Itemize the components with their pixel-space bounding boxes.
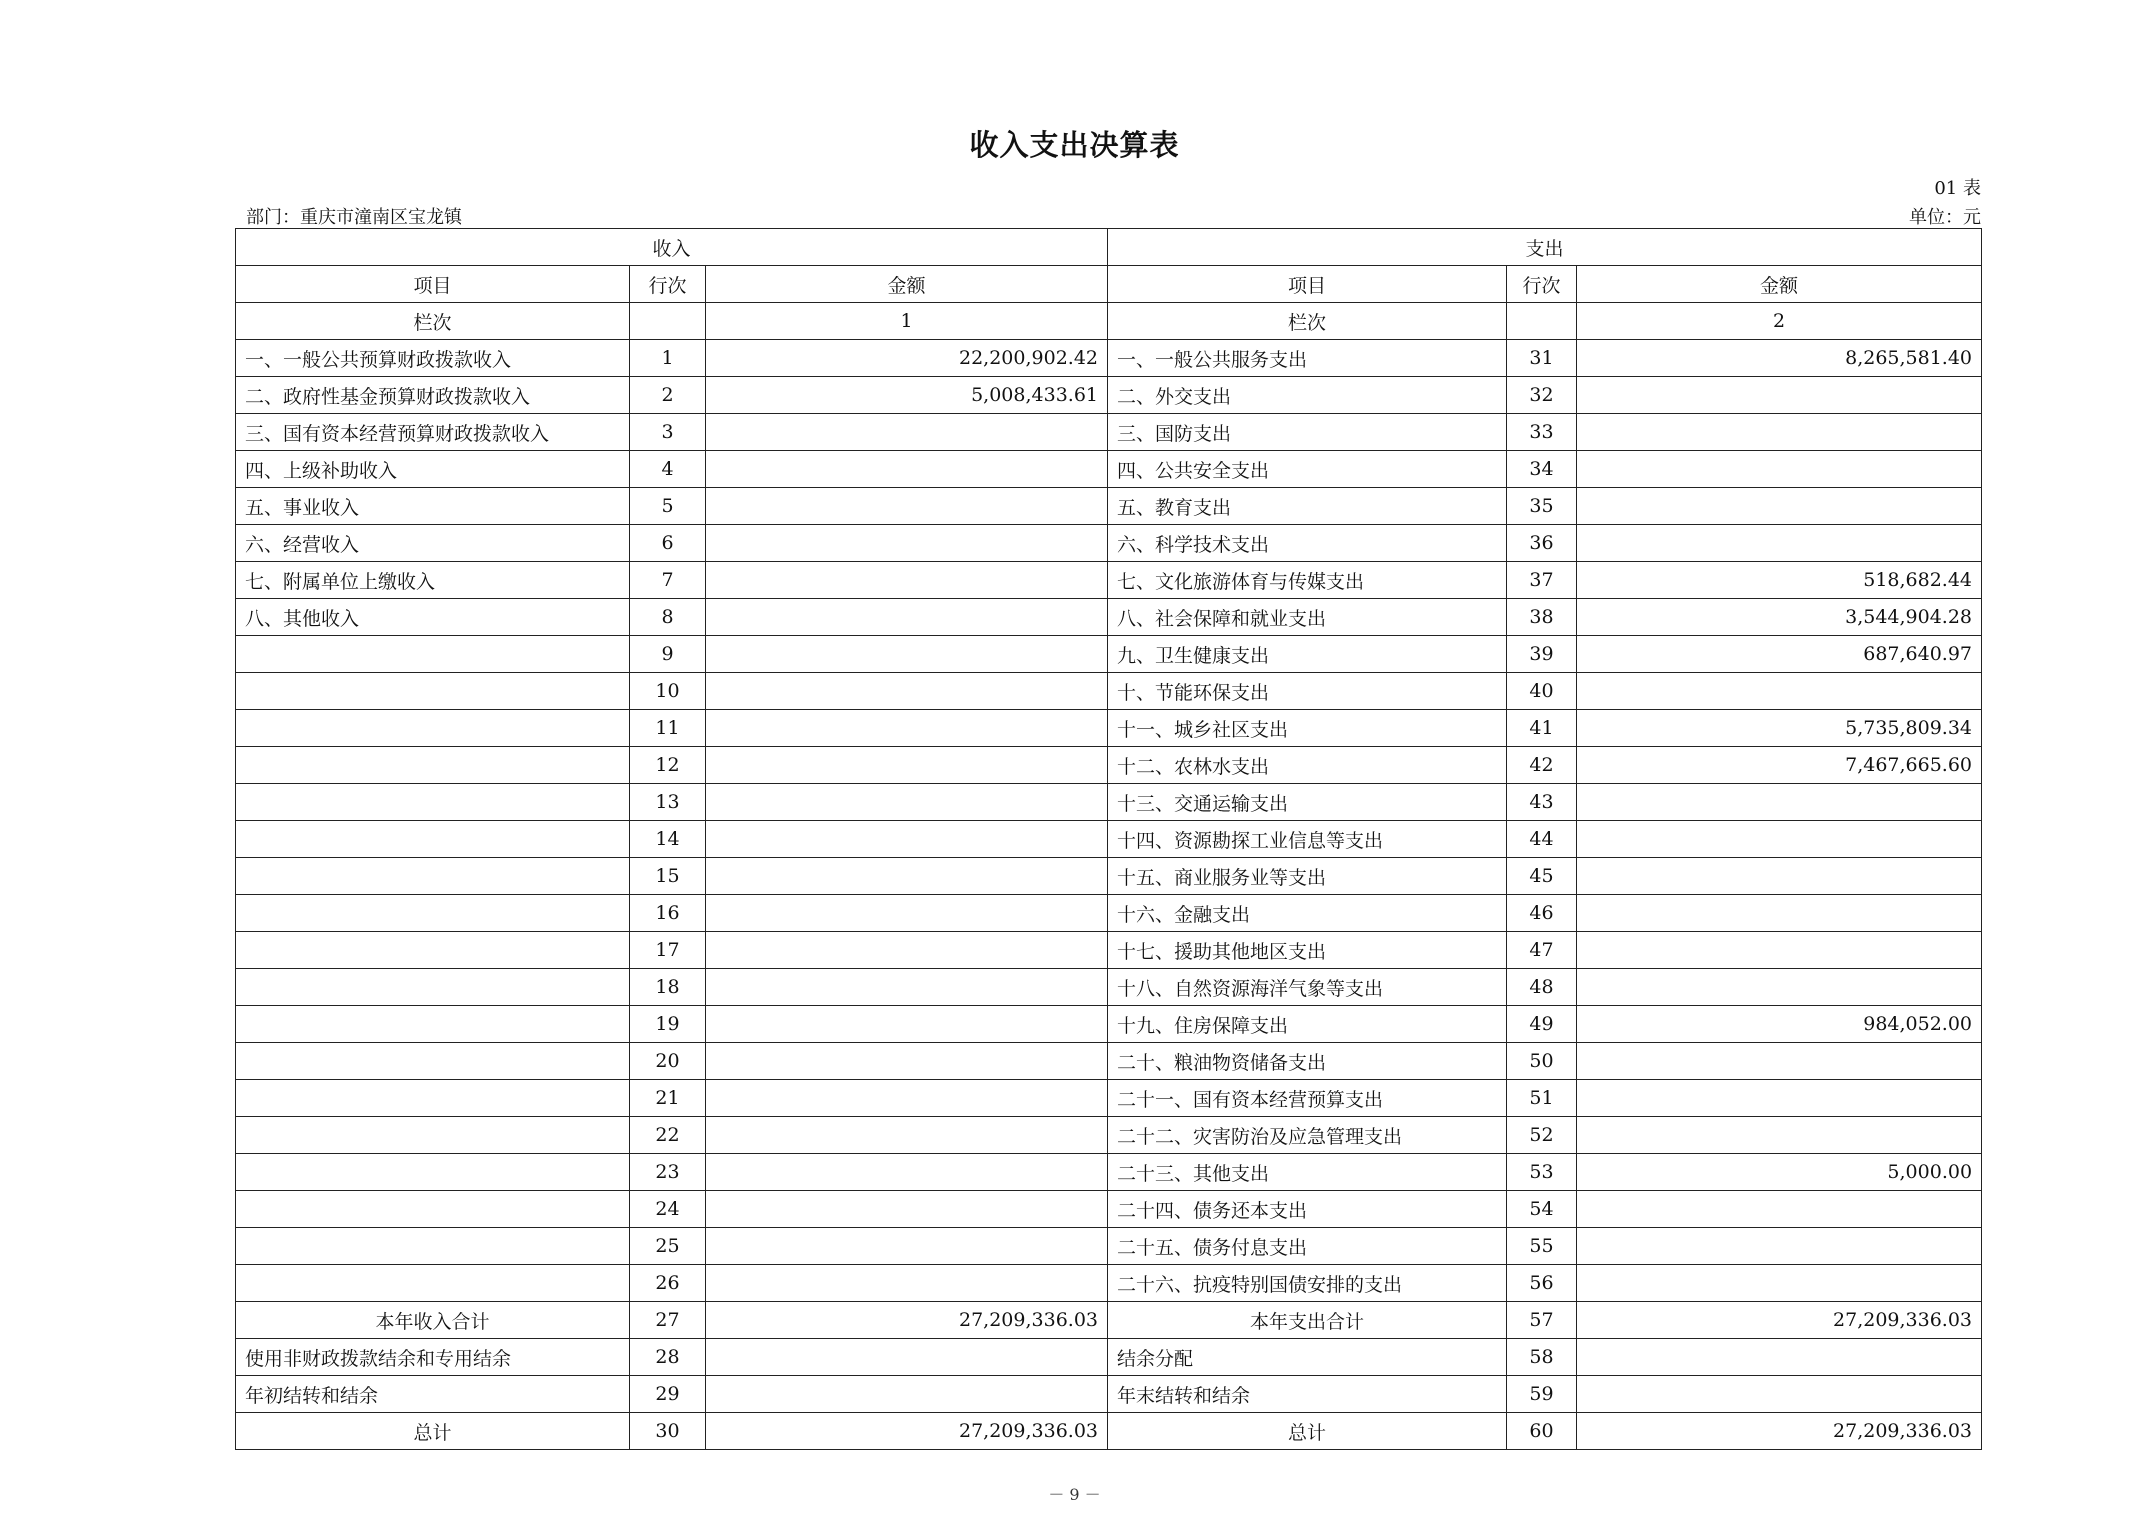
income-line-cell: 9 — [630, 636, 706, 673]
income-line-cell: 14 — [630, 821, 706, 858]
expense-line-cell: 39 — [1507, 636, 1577, 673]
expense-column-blank — [1507, 303, 1577, 340]
income-line-cell: 5 — [630, 488, 706, 525]
income-amount-cell: 27,209,336.03 — [706, 1302, 1108, 1339]
income-item-cell — [236, 1228, 630, 1265]
column-header-row — [236, 266, 1982, 303]
table-row — [236, 969, 1982, 1006]
table-row — [236, 747, 1982, 784]
expense-item-cell: 九、卫生健康支出 — [1108, 636, 1507, 673]
income-amount-cell: 22,200,902.42 — [706, 340, 1108, 377]
income-item-cell — [236, 858, 630, 895]
income-line-cell: 19 — [630, 1006, 706, 1043]
expense-item-cell: 二十六、抗疫特别国债安排的支出 — [1108, 1265, 1507, 1302]
income-column-index: 1 — [706, 303, 1108, 340]
table-row — [236, 340, 1982, 377]
expense-line-cell: 53 — [1507, 1154, 1577, 1191]
income-line-cell: 27 — [630, 1302, 706, 1339]
table-row — [236, 673, 1982, 710]
income-line-cell: 17 — [630, 932, 706, 969]
expense-item-cell: 结余分配 — [1108, 1339, 1507, 1376]
expense-line-cell: 49 — [1507, 1006, 1577, 1043]
income-item-cell — [236, 821, 630, 858]
expense-line-cell: 52 — [1507, 1117, 1577, 1154]
income-amount-cell — [706, 1265, 1108, 1302]
expense-amount-cell: 8,265,581.40 — [1577, 340, 1982, 377]
expense-line-cell: 47 — [1507, 932, 1577, 969]
income-amount-cell — [706, 673, 1108, 710]
income-amount-cell — [706, 414, 1108, 451]
income-item-cell: 八、其他收入 — [236, 599, 630, 636]
expense-line-cell: 58 — [1507, 1339, 1577, 1376]
department-label: 部门：重庆市潼南区宝龙镇 — [246, 207, 462, 228]
expense-amount-cell — [1577, 451, 1982, 488]
income-amount-cell — [706, 1228, 1108, 1265]
income-line-cell: 10 — [630, 673, 706, 710]
section-header-row — [236, 229, 1982, 266]
expense-line-cell: 38 — [1507, 599, 1577, 636]
income-amount-cell — [706, 525, 1108, 562]
expense-line-cell: 37 — [1507, 562, 1577, 599]
table-row — [236, 710, 1982, 747]
table-row — [236, 1191, 1982, 1228]
table-row — [236, 562, 1982, 599]
expense-section-header: 支出 — [1108, 229, 1982, 266]
table-row — [236, 1339, 1982, 1376]
expense-item-cell: 六、科学技术支出 — [1108, 525, 1507, 562]
expense-item-cell: 一、一般公共服务支出 — [1108, 340, 1507, 377]
expense-item-cell: 七、文化旅游体育与传媒支出 — [1108, 562, 1507, 599]
expense-line-cell: 57 — [1507, 1302, 1577, 1339]
report-title: 收入支出决算表 — [969, 128, 1180, 162]
table-row — [236, 1302, 1982, 1339]
expense-item-cell: 十八、自然资源海洋气象等支出 — [1108, 969, 1507, 1006]
expense-line-cell: 33 — [1507, 414, 1577, 451]
expense-line-cell: 55 — [1507, 1228, 1577, 1265]
expense-item-cell: 十六、金融支出 — [1108, 895, 1507, 932]
income-line-cell: 24 — [630, 1191, 706, 1228]
income-expense-table — [235, 228, 1982, 1450]
expense-amount-cell: 518,682.44 — [1577, 562, 1982, 599]
expense-amount-cell — [1577, 1265, 1982, 1302]
income-item-cell: 六、经营收入 — [236, 525, 630, 562]
expense-amount-cell: 3,544,904.28 — [1577, 599, 1982, 636]
income-line-cell: 2 — [630, 377, 706, 414]
expense-item-cell: 二十四、债务还本支出 — [1108, 1191, 1507, 1228]
income-line-cell: 3 — [630, 414, 706, 451]
expense-amount-cell: 7,467,665.60 — [1577, 747, 1982, 784]
expense-amount-cell: 687,640.97 — [1577, 636, 1982, 673]
expense-amount-cell — [1577, 895, 1982, 932]
income-amount-cell — [706, 488, 1108, 525]
income-item-cell — [236, 969, 630, 1006]
table-row — [236, 377, 1982, 414]
table-row — [236, 1413, 1982, 1450]
income-item-cell: 总计 — [236, 1413, 630, 1450]
expense-line-cell: 60 — [1507, 1413, 1577, 1450]
expense-line-cell: 44 — [1507, 821, 1577, 858]
table-row — [236, 1228, 1982, 1265]
expense-item-cell: 二十二、灾害防治及应急管理支出 — [1108, 1117, 1507, 1154]
income-line-cell: 4 — [630, 451, 706, 488]
income-line-cell: 29 — [630, 1376, 706, 1413]
expense-item-cell: 八、社会保障和就业支出 — [1108, 599, 1507, 636]
income-line-cell: 28 — [630, 1339, 706, 1376]
expense-item-cell: 十三、交通运输支出 — [1108, 784, 1507, 821]
income-amount-cell — [706, 858, 1108, 895]
income-item-cell: 本年收入合计 — [236, 1302, 630, 1339]
income-line-cell: 25 — [630, 1228, 706, 1265]
expense-line-cell: 51 — [1507, 1080, 1577, 1117]
income-item-cell: 三、国有资本经营预算财政拨款收入 — [236, 414, 630, 451]
expense-line-cell: 31 — [1507, 340, 1577, 377]
income-amount-cell — [706, 1080, 1108, 1117]
table-row — [236, 488, 1982, 525]
income-line-cell: 22 — [630, 1117, 706, 1154]
expense-line-cell: 45 — [1507, 858, 1577, 895]
table-row — [236, 784, 1982, 821]
income-amount-header: 金额 — [706, 266, 1108, 303]
income-line-cell: 7 — [630, 562, 706, 599]
unit-label: 单位：元 — [1909, 207, 1981, 228]
expense-amount-cell — [1577, 1080, 1982, 1117]
table-row — [236, 599, 1982, 636]
income-amount-cell — [706, 895, 1108, 932]
income-line-cell: 11 — [630, 710, 706, 747]
expense-amount-cell — [1577, 821, 1982, 858]
expense-amount-cell — [1577, 1043, 1982, 1080]
table-row — [236, 1006, 1982, 1043]
expense-item-cell: 十二、农林水支出 — [1108, 747, 1507, 784]
income-item-cell — [236, 895, 630, 932]
income-line-cell: 18 — [630, 969, 706, 1006]
expense-amount-cell — [1577, 673, 1982, 710]
expense-item-cell: 总计 — [1108, 1413, 1507, 1450]
expense-item-cell: 四、公共安全支出 — [1108, 451, 1507, 488]
income-line-cell: 15 — [630, 858, 706, 895]
income-item-cell: 四、上级补助收入 — [236, 451, 630, 488]
income-line-cell: 30 — [630, 1413, 706, 1450]
table-row — [236, 1117, 1982, 1154]
expense-item-cell: 二十、粮油物资储备支出 — [1108, 1043, 1507, 1080]
expense-line-cell: 32 — [1507, 377, 1577, 414]
expense-amount-cell: 5,735,809.34 — [1577, 710, 1982, 747]
expense-amount-cell — [1577, 1228, 1982, 1265]
income-item-cell — [236, 1117, 630, 1154]
income-amount-cell — [706, 1376, 1108, 1413]
expense-amount-cell — [1577, 1117, 1982, 1154]
income-amount-cell — [706, 451, 1108, 488]
table-number: 01 表 — [1934, 178, 1981, 199]
expense-line-cell: 35 — [1507, 488, 1577, 525]
income-line-cell: 16 — [630, 895, 706, 932]
expense-line-cell: 36 — [1507, 525, 1577, 562]
income-amount-cell — [706, 969, 1108, 1006]
expense-item-header: 项目 — [1108, 266, 1507, 303]
expense-amount-cell — [1577, 525, 1982, 562]
expense-line-header: 行次 — [1507, 266, 1577, 303]
income-item-cell — [236, 1006, 630, 1043]
income-amount-cell — [706, 747, 1108, 784]
income-item-cell — [236, 710, 630, 747]
expense-amount-cell — [1577, 377, 1982, 414]
table-row — [236, 1080, 1982, 1117]
page-number: － 9 － — [1048, 1485, 1101, 1504]
expense-line-cell: 59 — [1507, 1376, 1577, 1413]
expense-amount-cell — [1577, 969, 1982, 1006]
income-amount-cell: 27,209,336.03 — [706, 1413, 1108, 1450]
income-line-header: 行次 — [630, 266, 706, 303]
expense-item-cell: 五、教育支出 — [1108, 488, 1507, 525]
income-amount-cell — [706, 821, 1108, 858]
income-item-header: 项目 — [236, 266, 630, 303]
table-row — [236, 414, 1982, 451]
income-item-cell — [236, 673, 630, 710]
expense-amount-cell — [1577, 488, 1982, 525]
table-row — [236, 821, 1982, 858]
expense-item-cell: 十七、援助其他地区支出 — [1108, 932, 1507, 969]
income-amount-cell — [706, 599, 1108, 636]
expense-amount-cell — [1577, 858, 1982, 895]
income-amount-cell — [706, 1043, 1108, 1080]
expense-amount-cell — [1577, 932, 1982, 969]
expense-line-cell: 56 — [1507, 1265, 1577, 1302]
expense-item-cell: 十、节能环保支出 — [1108, 673, 1507, 710]
expense-item-cell: 本年支出合计 — [1108, 1302, 1507, 1339]
table-row — [236, 895, 1982, 932]
income-amount-cell: 5,008,433.61 — [706, 377, 1108, 414]
income-section-header: 收入 — [236, 229, 1108, 266]
income-line-cell: 12 — [630, 747, 706, 784]
expense-item-cell: 十九、住房保障支出 — [1108, 1006, 1507, 1043]
income-item-cell — [236, 1043, 630, 1080]
income-item-cell — [236, 1080, 630, 1117]
income-line-cell: 26 — [630, 1265, 706, 1302]
expense-item-cell: 十五、商业服务业等支出 — [1108, 858, 1507, 895]
table-row — [236, 525, 1982, 562]
expense-line-cell: 41 — [1507, 710, 1577, 747]
expense-amount-cell: 27,209,336.03 — [1577, 1413, 1982, 1450]
expense-line-cell: 42 — [1507, 747, 1577, 784]
expense-amount-cell — [1577, 784, 1982, 821]
income-item-cell — [236, 1154, 630, 1191]
expense-item-cell: 二十五、债务付息支出 — [1108, 1228, 1507, 1265]
expense-item-cell: 三、国防支出 — [1108, 414, 1507, 451]
income-item-cell — [236, 636, 630, 673]
income-item-cell — [236, 784, 630, 821]
income-item-cell — [236, 1191, 630, 1228]
expense-line-cell: 46 — [1507, 895, 1577, 932]
expense-column-index: 2 — [1577, 303, 1982, 340]
expense-item-cell: 二十一、国有资本经营预算支出 — [1108, 1080, 1507, 1117]
income-column-label: 栏次 — [236, 303, 630, 340]
income-line-cell: 8 — [630, 599, 706, 636]
expense-item-cell: 十一、城乡社区支出 — [1108, 710, 1507, 747]
table-row — [236, 1376, 1982, 1413]
income-item-cell: 七、附属单位上缴收入 — [236, 562, 630, 599]
table-row — [236, 451, 1982, 488]
income-amount-cell — [706, 1154, 1108, 1191]
income-item-cell: 二、政府性基金预算财政拨款收入 — [236, 377, 630, 414]
income-amount-cell — [706, 784, 1108, 821]
expense-amount-header: 金额 — [1577, 266, 1982, 303]
income-item-cell — [236, 747, 630, 784]
income-line-cell: 6 — [630, 525, 706, 562]
income-amount-cell — [706, 562, 1108, 599]
table-row — [236, 858, 1982, 895]
income-line-cell: 23 — [630, 1154, 706, 1191]
expense-line-cell: 48 — [1507, 969, 1577, 1006]
expense-amount-cell — [1577, 414, 1982, 451]
expense-amount-cell — [1577, 1191, 1982, 1228]
income-item-cell: 五、事业收入 — [236, 488, 630, 525]
table-row — [236, 636, 1982, 673]
income-amount-cell — [706, 710, 1108, 747]
income-item-cell: 使用非财政拨款结余和专用结余 — [236, 1339, 630, 1376]
table-row — [236, 1265, 1982, 1302]
income-amount-cell — [706, 636, 1108, 673]
income-amount-cell — [706, 1191, 1108, 1228]
expense-item-cell: 二十三、其他支出 — [1108, 1154, 1507, 1191]
income-line-cell: 20 — [630, 1043, 706, 1080]
income-amount-cell — [706, 932, 1108, 969]
expense-line-cell: 43 — [1507, 784, 1577, 821]
income-amount-cell — [706, 1117, 1108, 1154]
expense-line-cell: 40 — [1507, 673, 1577, 710]
income-item-cell: 一、一般公共预算财政拨款收入 — [236, 340, 630, 377]
table-row — [236, 1154, 1982, 1191]
table-row — [236, 1043, 1982, 1080]
table-row — [236, 932, 1982, 969]
expense-amount-cell: 984,052.00 — [1577, 1006, 1982, 1043]
expense-amount-cell — [1577, 1339, 1982, 1376]
income-item-cell: 年初结转和结余 — [236, 1376, 630, 1413]
expense-amount-cell: 27,209,336.03 — [1577, 1302, 1982, 1339]
expense-line-cell: 34 — [1507, 451, 1577, 488]
expense-item-cell: 年末结转和结余 — [1108, 1376, 1507, 1413]
income-item-cell — [236, 932, 630, 969]
income-amount-cell — [706, 1006, 1108, 1043]
expense-amount-cell: 5,000.00 — [1577, 1154, 1982, 1191]
column-index-row — [236, 303, 1982, 340]
expense-item-cell: 二、外交支出 — [1108, 377, 1507, 414]
income-item-cell — [236, 1265, 630, 1302]
expense-line-cell: 54 — [1507, 1191, 1577, 1228]
income-amount-cell — [706, 1339, 1108, 1376]
income-line-cell: 1 — [630, 340, 706, 377]
income-line-cell: 21 — [630, 1080, 706, 1117]
expense-item-cell: 十四、资源勘探工业信息等支出 — [1108, 821, 1507, 858]
expense-amount-cell — [1577, 1376, 1982, 1413]
income-column-blank — [630, 303, 706, 340]
expense-column-label: 栏次 — [1108, 303, 1507, 340]
income-line-cell: 13 — [630, 784, 706, 821]
expense-line-cell: 50 — [1507, 1043, 1577, 1080]
